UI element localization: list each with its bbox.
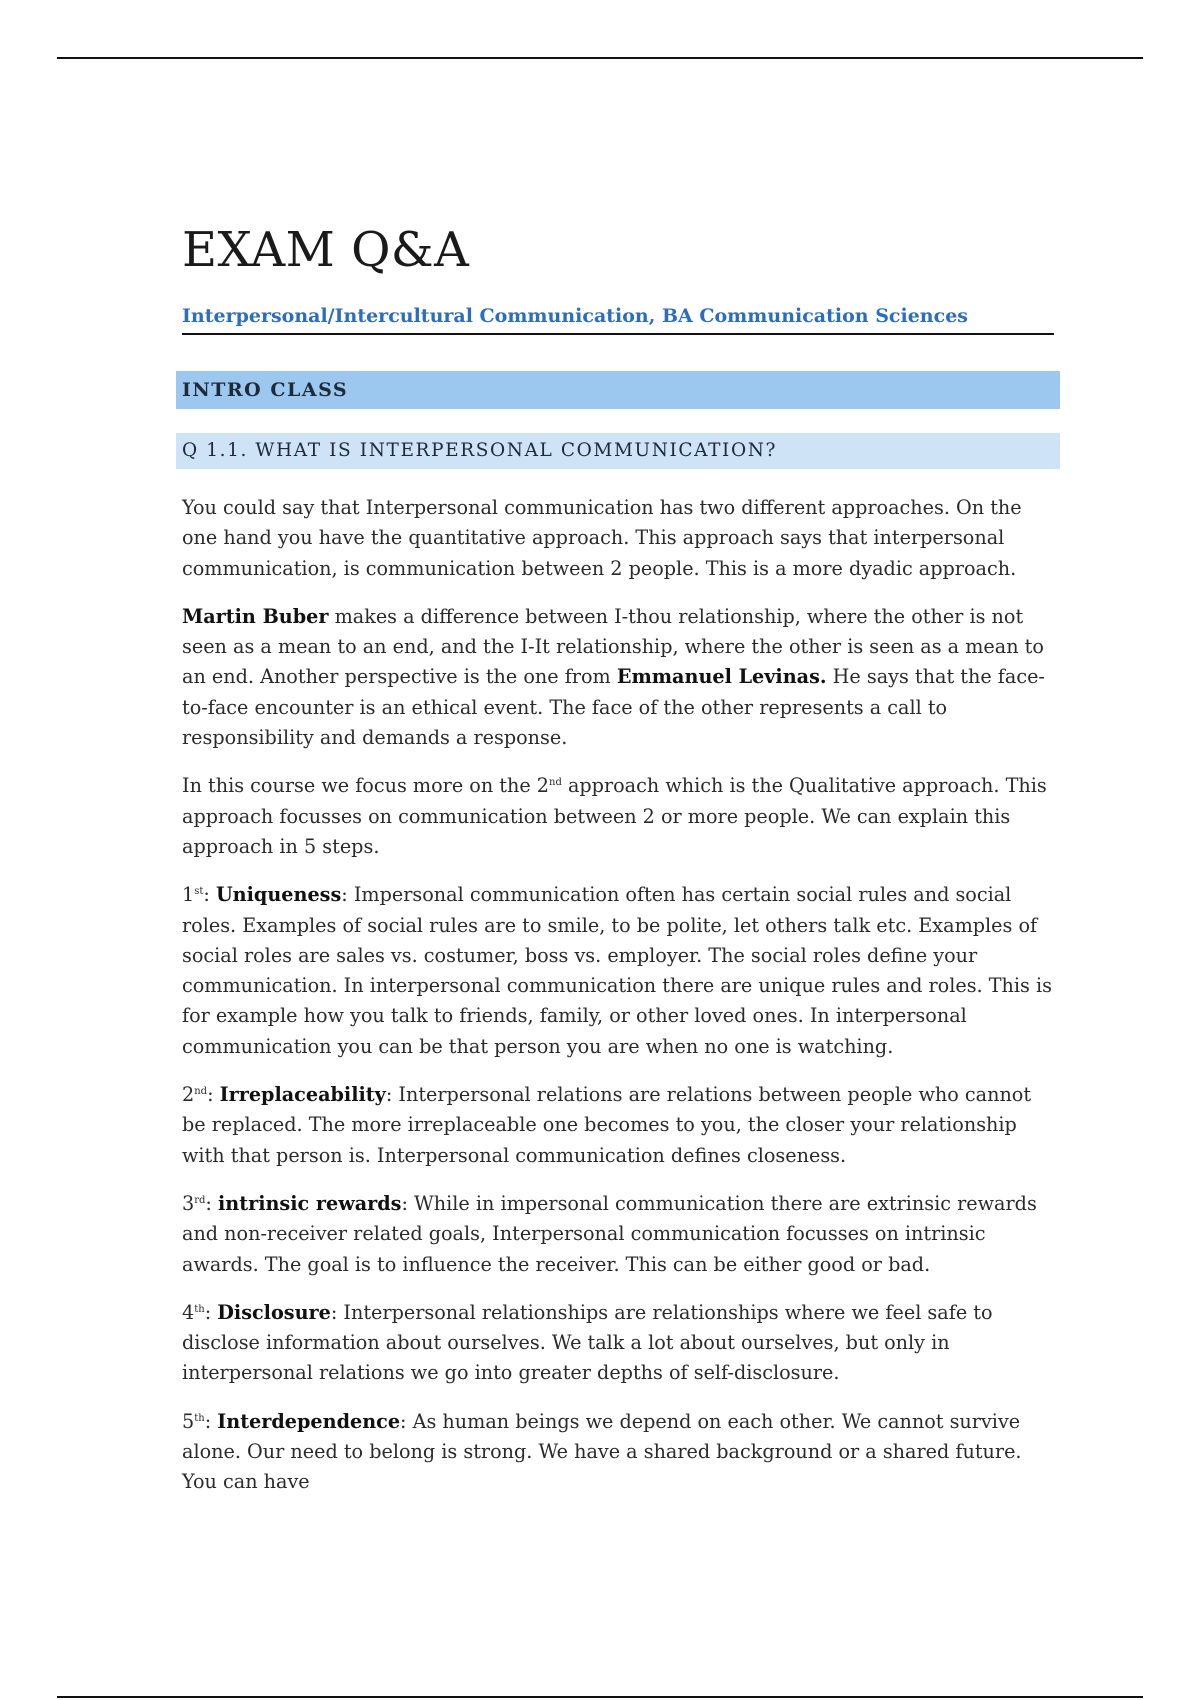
top-rule	[57, 57, 1143, 59]
step-number: 3	[182, 1191, 195, 1215]
ordinal-suffix: nd	[194, 1086, 208, 1098]
text-levinas: He says that the face-to-face encounter is an ethical event. The face of the other represents a call to responsibility and demands a response.	[182, 665, 1045, 750]
step-text: : As human beings we depend on each other. We cannot survive alone. Our need to belong is strong. We have a shared background or a shared future. You can have	[182, 1409, 1022, 1494]
step-number: 2	[182, 1083, 195, 1107]
ordinal-suffix: st	[194, 886, 204, 898]
section-heading: INTRO CLASS	[176, 371, 1060, 409]
ordinal-suffix: rd	[194, 1194, 206, 1206]
step-number: 1	[182, 883, 195, 907]
step-term: Uniqueness	[215, 883, 342, 907]
step-term: Irreplaceability	[219, 1083, 386, 1107]
qualitative-text-after: approach which is the Qualitative approach. This approach focusses on communication between 2 or more people. We can explain this approach in 5 steps.	[182, 774, 1047, 858]
question-heading: Q 1.1. WHAT IS INTERPERSONAL COMMUNICATION?	[176, 433, 1060, 469]
document-body	[182, 222, 1054, 1498]
paragraph-buber-levinas	[182, 602, 1054, 753]
step-text: : Interpersonal relations are relations between people who cannot be replaced. The more irreplaceable one becomes to you, the closer your relationship with that person is. Interpersonal communication defines closeness.	[182, 1083, 1032, 1167]
step-text: : Interpersonal relationships are relationships where we feel safe to disclose information about ourselves. We talk a lot about ourselves, but only in interpersonal relations we go into greater depths of self-disclosure.	[182, 1300, 993, 1385]
step-interdependence: 5th: Interdependence: As human beings we depend on each other. We cannot survive alone. Our need to belong is strong. We have a shared background or a shared future. You can have	[182, 1409, 1022, 1494]
document-subtitle: Interpersonal/Intercultural Communication, BA Communication Sciences	[182, 304, 1054, 335]
name-levinas: Emmanuel Levinas.	[616, 665, 827, 689]
step-text: : Impersonal communication often has certain social rules and social roles. Examples of social rules are to smile, to be polite, let others talk etc. Examples of social roles are sales vs. costumer, boss vs. employer. The social roles define your communication. In interpersonal communication there are unique rules and roles. This is for example how you talk to friends, family, or other loved ones. In interpersonal communication you can be that person you are when no one is watching.	[182, 883, 1052, 1058]
ordinal-suffix: th	[194, 1303, 205, 1315]
step-disclosure: 4th: Disclosure: Interpersonal relationships are relationships where we feel safe to disclose information about ourselves. We talk a lot about ourselves, but only in interpersonal relations we go into greater depths of self-disclosure.	[182, 1300, 993, 1385]
step-text: : While in impersonal communication there are extrinsic rewards and non-receiver related goals, Interpersonal communication focusses on intrinsic awards. The goal is to influence the receiver. This can be either good or bad.	[182, 1191, 1037, 1276]
ordinal-suffix: nd	[549, 777, 562, 789]
document-title: EXAM Q&A	[182, 222, 470, 278]
step-number: 4	[182, 1300, 195, 1324]
step-uniqueness: 1st: Uniqueness: Impersonal communication often has certain social rules and social roles. Examples of social rules are to smile, to be polite, let others talk etc. Examples of social roles are sales vs. costumer, boss vs. employer. The social roles define your communication. In interpersonal communication there are unique rules and roles. This is for example how you talk to friends, family, or other loved ones. In interpersonal communication you can be that person you are when no one is watching.	[182, 883, 1052, 1058]
step-irreplaceability: 2nd: Irreplaceability: Interpersonal relations are relations between people who cannot be replaced. The more irreplaceable one becomes to you, the closer your relationship with that person is. Interpersonal communication defines closeness.	[182, 1083, 1032, 1167]
step-term: Interdependence	[217, 1409, 401, 1433]
paragraph-qualitative	[182, 771, 1054, 862]
step-term: intrinsic rewards	[217, 1191, 402, 1215]
paragraph-approaches: You could say that Interpersonal communication has two different approaches. On the one hand you have the quantitative approach. This approach says that interpersonal communication, is communication between 2 people. This is a more dyadic approach.	[182, 496, 1022, 580]
qualitative-text-before: In this course we focus more on the 2	[182, 774, 550, 798]
step-intrinsic-rewards: 3rd: intrinsic rewards: While in impersonal communication there are extrinsic rewards and non-receiver related goals, Interpersonal communication focusses on intrinsic awards. The goal is to influence the receiver. This can be either good or bad.	[182, 1191, 1037, 1276]
step-number: 5	[182, 1409, 195, 1433]
ordinal-suffix: th	[194, 1412, 205, 1424]
bottom-rule	[57, 1696, 1143, 1698]
text-buber: makes a difference between I-thou relationship, where the other is not seen as a mean to an end, and the I-It relationship, where the other is seen as a mean to an end. Another perspective is the one from	[182, 604, 1044, 689]
step-term: Disclosure	[217, 1300, 331, 1324]
name-buber: Martin Buber	[182, 604, 329, 628]
